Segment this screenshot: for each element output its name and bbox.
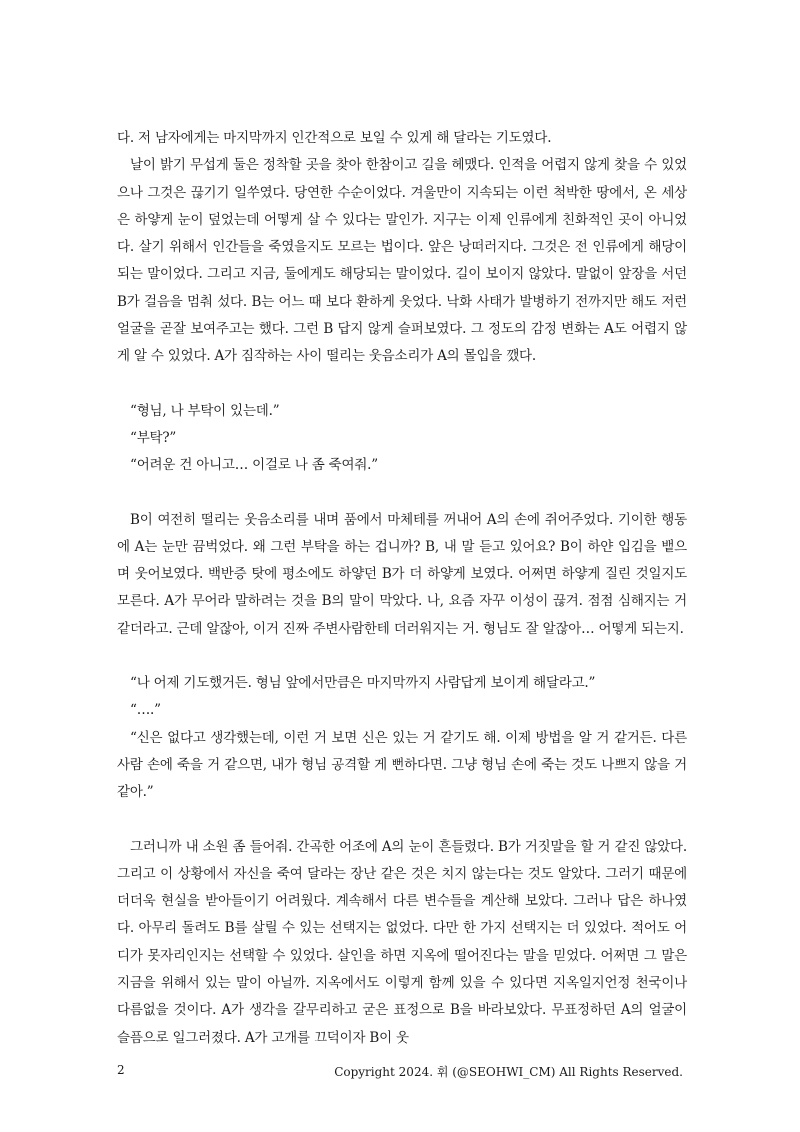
paragraph-2: 날이 밝기 무섭게 둘은 정착할 곳을 찾아 한참이고 길을 헤맸다. 인적을 어렵지 않게 찾을 수 있었으나 그것은 끊기기 일쑤였다. 당연한 수순이었다. 겨울만이 지속되는 이런 척박한 땅에서, 온 세상은 하얗게 눈이 덮었는데 어떻게 살 수 있다는 말인가. 지구는 이제 인류에게 친화적인 곳이 아니었다. 살기 위해서 인간들을 죽였을지도 모르는 법이다. 앞은 낭떠러지다. 그것은 전 인류에게 해당이 되는 말이었다. 그리고 지금, 둘에게도 해당되는 말이었다. 길이 보이지 않았다. 말없이 앞장을 서던 B가 걸음을 멈춰 섰다. B는 어느 때 보다 환하게 웃었다. 낙화 사태가 발병하기 전까지만 해도 저런 얼굴을 곧잘 보여주고는 했다. 그런 B 답지 않게 슬퍼보였다. 그 정도의 감정 변화는 A도 어렵지 않게 알 수 있었다. A가 짐작하는 사이 떨리는 웃음소리가 A의 몰입을 깼다. [117, 157, 687, 365]
dialogue-line-3: “어려운 건 아니고… 이걸로 나 좀 죽여줘.” [130, 457, 378, 474]
dialogue-line-6: “신은 없다고 생각했는데, 이런 거 보면 신은 있는 거 같기도 해. 이제 방법을 알 거 같거든. 다른 사람 손에 죽을 거 같으면, 내가 형님 공격할 게 뻔하다면. 그냥 형님 손에 죽는 것도 나쁘지 않을 거 같아.” [117, 729, 687, 801]
dialogue-line-5: “….” [130, 702, 161, 719]
copyright-notice: Copyright 2024. 휘 (@SEOHWI_CM) All Rights Reserved. [334, 1065, 683, 1079]
paragraph-gap [117, 371, 687, 398]
body-text [117, 125, 687, 1052]
dialogue-line-4: “나 어제 기도했거든. 형님 앞에서만큼은 마지막까지 사람답게 보이게 해달라고.” [130, 675, 596, 692]
page-number: 2 [117, 1063, 125, 1077]
paragraph-3: B이 여전히 떨리는 웃음소리를 내며 품에서 마체테를 꺼내어 A의 손에 쥐어주었다. 기이한 행동에 A는 눈만 끔벅었다. 왜 그런 부탁을 하는 겁니까? B, 내 말 듣고 있어요? B이 하얀 입김을 뱉으며 웃어보였다. 백반증 탓에 평소에도 하얗던 B가 더 하얗게 보였다. 어쩌면 하얗게 질린 것일지도 모른다. A가 무어라 말하려는 것을 B의 말이 막았다. 나, 요즘 자꾸 이성이 끊겨. 점점 심해지는 거 같더라고. 근데 알잖아, 이거 진짜 주변사람한테 더러워지는 거. 형님도 잘 알잖아… 어떻게 되는지. [117, 511, 687, 637]
paragraph-4: 그러니까 내 소원 좀 들어줘. 간곡한 어조에 A의 눈이 흔들렸다. B가 거짓말을 할 거 같진 않았다. 그리고 이 상황에서 자신을 죽여 달라는 장난 같은 것은 치지 않는다는 것도 알았다. 그러기 때문에 더더욱 현실을 받아들이기 어려웠다. 계속해서 다른 변수들을 계산해 보았다. 그러나 답은 하나였다. 아무리 돌려도 B를 살릴 수 있는 선택지는 없었다. 다만 한 가지 선택지는 더 있었다. 적어도 어디가 못자리인지는 선택할 수 있었다. 살인을 하면 지옥에 떨어진다는 말을 믿었다. 어쩌면 그 말은 지금을 위해서 있는 말이 아닐까. 지옥에서도 이렇게 함께 있을 수 있다면 지옥일지언정 천국이나 다름없을 것이다. A가 생각을 갈무리하고 굳은 표정으로 B을 바라보았다. 무표정하던 A의 얼굴이 슬픔으로 일그러졌다. A가 고개를 끄덕이자 B이 웃 [117, 838, 687, 1046]
paragraph-gap [117, 643, 687, 670]
paragraph-gap [117, 480, 687, 507]
paragraph-gap [117, 807, 687, 834]
dialogue-line-1: “형님, 나 부탁이 있는데.” [130, 402, 280, 419]
dialogue-line-2: “부탁?” [130, 429, 177, 446]
paragraph-1: 다. 저 남자에게는 마지막까지 인간적으로 보일 수 있게 해 달라는 기도였다. [117, 130, 552, 146]
